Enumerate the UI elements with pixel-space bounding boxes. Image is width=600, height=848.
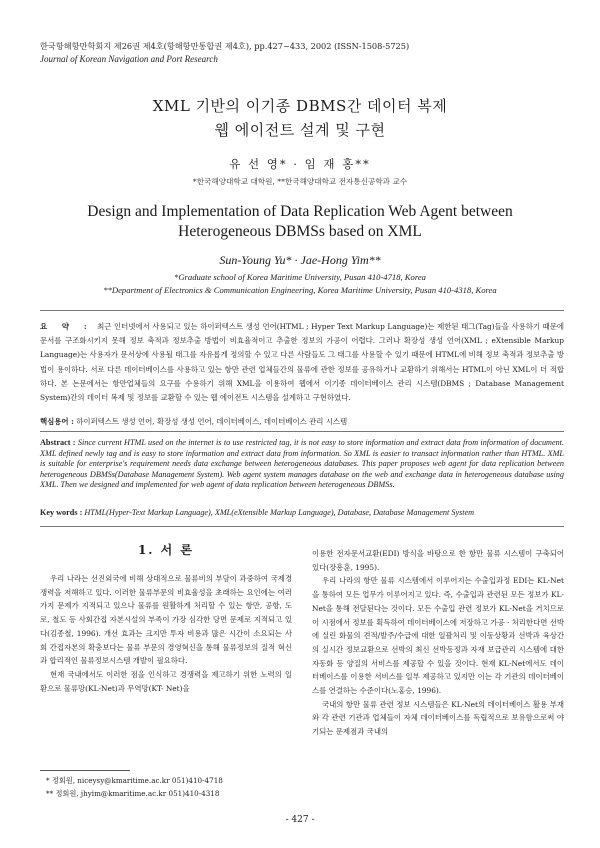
korean-authors: 유 선 영* · 임 재 홍** xyxy=(229,157,371,171)
korean-title-line-1: XML 기반의 이기종 DBMS간 데이터 복제 xyxy=(152,97,448,115)
english-affiliation-line-1: *Graduate school of Korea Maritime University, Pusan 410-4718, Korea xyxy=(174,272,426,282)
korean-abstract xyxy=(40,320,564,405)
abstract-divider xyxy=(40,431,564,432)
english-title-line-2: Heterogeneous DBMSs based on XML xyxy=(178,223,422,240)
footnote-divider xyxy=(40,770,130,771)
paragraph: 이용한 전자문서교환(EDI) 방식을 바탕으로 한 항만 물류 시스템이 구축되어 있다(장흥훈, 1995). xyxy=(312,549,564,572)
korean-keywords-text: 하이퍼텍스트 생성 언어, 확장성 생성 언어, 데이터베이스, 데이터베이스 관리 시스템 xyxy=(76,417,348,426)
footnote-1: * 정회원, niceysy@kmaritime.ac.kr 051)410-4718 xyxy=(46,776,223,785)
right-column xyxy=(312,547,564,739)
paragraph: 국내의 항만 물류 관련 정보 시스템들은 KL-Net의 데이터베이스 활용 부재와 각 관련 기관과 업체들이 자체 데이터베이스를 독립적으로 보유함으로써 야기되는 문제점과 국내의 xyxy=(312,699,564,737)
footnote-2: ** 정회원, jhyim@kmaritime.ac.kr 051)410-4318 xyxy=(46,789,220,798)
page-number: - 427 - xyxy=(285,815,315,825)
paragraph: 현재 국내에서도 이러한 점을 인식하고 경쟁력을 제고하기 위한 노력의 일환으로 물류망(KL-Net)과 무역망(KT- Net)을 xyxy=(40,669,292,693)
korean-abstract-label: 요 약 : xyxy=(40,322,93,331)
english-keywords xyxy=(40,508,564,517)
english-abstract xyxy=(40,438,564,491)
body-divider xyxy=(40,526,564,527)
korean-affiliation: *한국해양대학교 대학원, **한국해양대학교 전자통신공학과 교수 xyxy=(192,177,408,186)
korean-keywords xyxy=(40,416,564,427)
journal-citation: 한국항해항만학회지 제26권 제4호(항해항만통합권 제4호), pp.427~433, 2002 (ISSN-1508-5725) xyxy=(40,41,410,51)
english-keywords-label: Key words : xyxy=(40,508,83,517)
english-affiliation-line-2: **Department of Electronics & Communication Engineering, Korea Maritime University, Pusan 410-4318, Korea xyxy=(103,285,497,295)
english-abstract-text: Since current HTML used on the internet is to use restricted tag, it is not easy to store information and extract data from information of document. XML defined newly tag and is easy to store information and extract data from information. So XML is easier to transact information rather than HTML. XML is suitable for enterprise's requirement needs data exchange between heterogeneous databases. This paper proposes web agent for data replication between heterogeneous DBMSs(Database Management System). Web agent system manages database on the web and exchange data in heterogeneous database using XML. Then we designed and implemented for web agent of data replication between heterogeneous DBMSs. xyxy=(40,438,565,490)
korean-title-line-2: 웹 에이전트 설계 및 구현 xyxy=(214,121,386,139)
korean-keywords-label: 핵심용어 : xyxy=(40,417,74,426)
left-column xyxy=(40,572,292,695)
english-keywords-text: HTML(Hyper-Text Markup Language), XML(eXtensible Markup Language), Database, Database Management System xyxy=(84,508,475,517)
english-abstract-label: Abstract : xyxy=(40,438,76,447)
korean-abstract-text: 최근 인터넷에서 사용되고 있는 하이퍼텍스트 생성 언어(HTML ; Hyper Text Markup Language)는 제한된 태그(Tag)들을 사용하기 때문에 문서를 구조화시키지 못해 정보 축적과 정보추출 방법이 비효율적이고 추출한 정보의 가공이 어렵다. 그러나 확장성 생성 언어(XML ; eXtensible Markup Language)는 사용자가 문서상에 사용될 태그를 자유롭게 정의할 수 있고 다른 사람들도 그 태그를 사용할 수 있기 때문에 HTML에 비해 정보 축적과 정보추출 방법이 용이하다. 서로 다른 데이터베이스를 사용하고 있는 항만 관련 업체들간의 물류에 관한 정보를 공유하거나 교환하기 위해서는 HTML이 아닌 XML이 더 적합하다. 본 논문에서는 항만업체들의 요구를 수용하기 위해 XML을 이용하여 웹에서 이기종 데이터베이스 관리 시스템(DBMS ; Database Management System)간의 데이터 복제 및 정보를 교환할 수 있는 웹 에이전트 시스템을 설계하고 구현하였다. xyxy=(40,322,564,403)
english-title-line-1: Design and Implementation of Data Replication Web Agent between xyxy=(87,203,513,220)
top-divider xyxy=(40,310,564,311)
paragraph: 우리 나라는 선진외국에 비해 상대적으로 물류비의 부담이 과중하여 국제경쟁력을 저해하고 있다. 이러한 물류부문의 비효율성을 초래하는 요인에는 여러 가지 문제가 지적되고 있으나 물류를 원활하게 처리할 수 있는 항만, 공항, 도로, 철도 등 사회간접 자본시설의 부족이 가장 심각한 당면 문제로 지적되고 있다(김종철, 1996). 개선 효과는 크지만 투자 비용과 많은 시간이 소요되는 사회 간접자본의 확충보다는 물류 부문의 경영혁신을 통해 물류정보의 질적 혁신과 합리적인 물류정보시스템 개발이 필요하다. xyxy=(40,574,292,666)
section-title: 1. 서 론 xyxy=(137,543,195,557)
journal-header xyxy=(40,40,409,66)
paragraph: 우리 나라의 항만 물류 시스템에서 이루어지는 수출입과정 EDI는 KL-Net을 통하여 모든 업무가 이루어지고 있다. 즉, 수출입과 관련된 모든 정보가 KL-Net을 통해 전달된다는 것이다. 모든 수출입 관련 정보가 KL-Net을 거치므로 이 시점에서 정보를 획득하여 데이터베이스에 저장하고 가공 · 처리한다면 선박에 실린 화물의 견적/발주/수급에 대한 일괄처리 및 이동상황과 선박과 육상간의 실시간 정보교환으로 선박의 최신 선박동정과 자재 보급관리 시스템에 대한 자동화 등 양질의 서비스를 제공할 수 있을 것이다. 현재 KL-Net에서도 데이터베이스를 이용한 서비스를 일부 제공하고 있지만 이는 각 기관의 데이터베이스를 연결하는 수준이다(노홍승, 1996). xyxy=(312,576,564,696)
journal-name: Journal of Korean Navigation and Port Research xyxy=(40,54,218,64)
english-authors: Sun-Young Yu* · Jae-Hong Yim** xyxy=(219,253,381,267)
